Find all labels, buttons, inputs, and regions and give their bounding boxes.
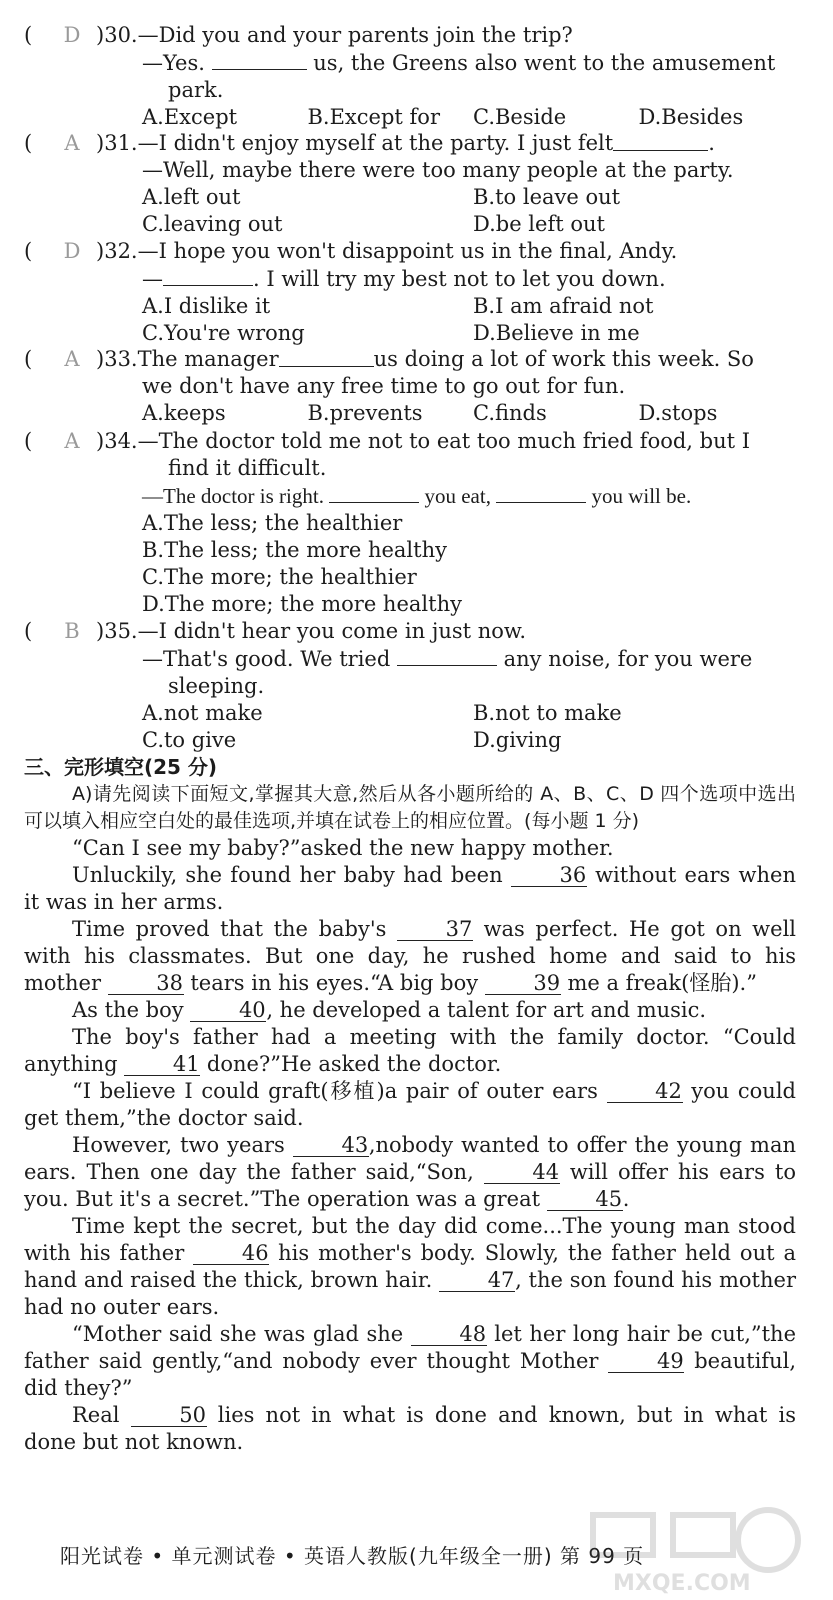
option-c: C.You're wrong (142, 321, 305, 345)
stem-text: you eat, (419, 484, 497, 508)
text: . (622, 1187, 630, 1211)
answer-blank (496, 482, 586, 503)
stem-text: us, the Greens also went to the amusement (306, 51, 776, 75)
answer-mark: D (63, 23, 81, 47)
blank-42: 42 (607, 1080, 683, 1103)
option-b: B.I am afraid not (473, 294, 654, 318)
text: will offer his ears to you. But it's a secret.”The operation was a great (24, 1160, 796, 1211)
option-c: C.finds (473, 401, 547, 425)
cloze-passage (24, 781, 796, 1456)
stem-text: . I will try my best not to let you down. (253, 267, 666, 291)
text: tears in his eyes.“A big boy (183, 971, 485, 995)
text: let her long hair be cut,”the father said gently,“and nobody ever thought Mother (24, 1322, 796, 1373)
close-paren: ) (96, 23, 105, 47)
question-stem: —The doctor told me not to eat too much fried food, but I (137, 429, 751, 453)
option-b: B.The less; the more healthy (142, 538, 447, 562)
question-31 (24, 130, 804, 238)
close-paren: ) (96, 347, 105, 371)
text: beautiful, did they?” (24, 1349, 796, 1400)
text: done?”He asked the doctor. (200, 1052, 502, 1076)
paragraph-3 (24, 916, 796, 997)
open-paren: ( (24, 619, 33, 643)
stem-text: —The doctor is right. (142, 484, 330, 508)
option-a: A.keeps (142, 401, 226, 425)
option-b: B.prevents (307, 401, 423, 425)
close-paren: ) (96, 131, 105, 155)
question-stem: The manager (137, 347, 279, 371)
text: The boy's father had a meeting with the family doctor. “Could anything (24, 1025, 796, 1076)
question-stem: —I didn't enjoy myself at the party. I just felt (137, 131, 614, 155)
section-title: 三、完形填空(25 分) (24, 755, 218, 779)
text: Time kept the secret, but the day did come...The young man stood with his father (24, 1214, 796, 1265)
stem-text: —Well, maybe there were too many people at the party. (142, 158, 734, 182)
question-number: 35. (104, 619, 138, 643)
option-a: A.left out (142, 185, 241, 209)
text: , the son found his mother had no outer ears. (24, 1268, 796, 1319)
text: without ears when it was in her arms. (24, 863, 796, 914)
text: Real (72, 1403, 131, 1427)
option-c: C.The more; the healthier (142, 565, 417, 589)
answer-blank (279, 346, 374, 367)
blank-36: 36 (511, 864, 587, 887)
stem-text: . (708, 131, 715, 155)
question-number: 32. (104, 239, 138, 263)
answer-mark: D (63, 239, 81, 263)
stem-text: find it difficult. (168, 456, 327, 480)
blank-38: 38 (108, 972, 184, 995)
answer-mark: B (64, 619, 80, 643)
blank-41: 41 (124, 1053, 200, 1076)
option-d: D.Believe in me (473, 321, 640, 345)
option-b: B.Except for (307, 105, 440, 129)
text: you could get them,”the doctor said. (24, 1079, 796, 1130)
option-c: C.to give (142, 728, 237, 752)
text: his mother's body. Slowly, the father held out a hand and raised the thick, brown hair. (24, 1241, 796, 1292)
open-paren: ( (24, 131, 33, 155)
text: Time proved that the baby's (72, 917, 397, 941)
blank-37: 37 (397, 918, 473, 941)
page-footer: 阳光试卷 • 单元测试卷 • 英语人教版(九年级全一册) 第 99 页 (60, 1544, 645, 1568)
answer-blank (329, 482, 419, 503)
stem-text: us doing a lot of work this week. So (373, 347, 754, 371)
option-d: D.Besides (638, 105, 744, 129)
paragraph-5 (24, 1024, 796, 1078)
question-33 (24, 346, 804, 427)
stem-text: —That's good. We tried (142, 647, 397, 671)
paragraph-4 (24, 997, 796, 1024)
question-stem: —I hope you won't disappoint us in the final, Andy. (137, 239, 678, 263)
close-paren: ) (96, 239, 105, 263)
option-c: C.leaving out (142, 212, 283, 236)
text: was perfect. He got on well with his classmates. But one day, he rushed home and said to his mother (24, 917, 797, 995)
option-d: D.giving (473, 728, 562, 752)
option-a: A.The less; the healthier (142, 511, 403, 535)
question-32 (24, 238, 804, 347)
blank-44: 44 (484, 1161, 560, 1184)
question-stem: —I didn't hear you come in just now. (137, 619, 527, 643)
close-paren: ) (96, 619, 105, 643)
option-a: A.Except (142, 105, 238, 129)
text: As the boy (72, 998, 191, 1022)
blank-48: 48 (411, 1323, 487, 1346)
answer-blank (397, 645, 497, 666)
blank-47: 47 (439, 1269, 515, 1292)
option-d: D.The more; the more healthy (142, 592, 462, 616)
question-35 (24, 618, 804, 754)
open-paren: ( (24, 429, 33, 453)
paragraph-9 (24, 1321, 796, 1402)
question-number: 30. (104, 23, 138, 47)
question-34 (24, 428, 804, 618)
answer-mark: A (64, 131, 80, 155)
paragraph-7 (24, 1132, 796, 1213)
instruction-text: A)请先阅读下面短文,掌握其大意,然后从各小题所给的 A、B、C、D 四个选项中选出可以填入相应空白处的最佳选项,并填在试卷上的相应位置。(每小题 1 分) (24, 783, 796, 832)
stem-text: sleeping. (168, 674, 265, 698)
stem-text: you will be. (586, 484, 692, 508)
paragraph-1: “Can I see my baby?”asked the new happy mother. (72, 836, 614, 860)
text: ,nobody wanted to offer the young man ears. Then one day the father said,“Son, (24, 1133, 796, 1184)
option-d: D.be left out (473, 212, 605, 236)
text: However, two years (72, 1133, 293, 1157)
text: lies not in what is done and known, but in what is done but not known. (24, 1403, 796, 1454)
paragraph-2 (24, 862, 796, 916)
blank-50: 50 (131, 1404, 207, 1427)
stem-text: park. (168, 78, 224, 102)
question-number: 34. (104, 429, 138, 453)
answer-mark: A (64, 429, 80, 453)
question-30 (24, 22, 804, 131)
stem-text: — (142, 267, 163, 291)
blank-46: 46 (193, 1242, 269, 1265)
blank-43: 43 (293, 1134, 369, 1157)
blank-39: 39 (485, 972, 561, 995)
option-a: A.I dislike it (142, 294, 271, 318)
watermark-logo-icon (583, 1500, 813, 1595)
text: “I believe I could graft(移植)a pair of outer ears (72, 1079, 607, 1103)
answer-mark: A (64, 347, 80, 371)
answer-blank (212, 49, 307, 70)
option-d: D.stops (638, 401, 718, 425)
option-b: B.not to make (473, 701, 622, 725)
question-stem: —Did you and your parents join the trip? (137, 23, 573, 47)
blank-40: 40 (190, 999, 266, 1022)
open-paren: ( (24, 347, 33, 371)
open-paren: ( (24, 23, 33, 47)
answer-blank (163, 265, 253, 286)
option-b: B.to leave out (473, 185, 621, 209)
blank-45: 45 (547, 1188, 623, 1211)
stem-text: any noise, for you were (496, 647, 753, 671)
stem-text: we don't have any free time to go out for fun. (142, 374, 626, 398)
paragraph-8 (24, 1213, 796, 1321)
open-paren: ( (24, 239, 33, 263)
close-paren: ) (96, 429, 105, 453)
option-c: C.Beside (473, 105, 567, 129)
option-a: A.not make (142, 701, 263, 725)
paragraph-10 (24, 1402, 796, 1456)
text: me a freak(怪胎).” (560, 971, 757, 995)
text: Unluckily, she found her baby had been (72, 863, 511, 887)
svg-text:MXQE.COM: MXQE.COM (613, 1571, 751, 1595)
paragraph-6 (24, 1078, 796, 1132)
stem-text: —Yes. (142, 51, 212, 75)
answer-blank (613, 130, 708, 151)
text: “Mother said she was glad she (72, 1322, 411, 1346)
question-number: 33. (104, 347, 138, 371)
text: , he developed a talent for art and music. (266, 998, 707, 1022)
question-number: 31. (104, 131, 138, 155)
blank-49: 49 (608, 1350, 684, 1373)
